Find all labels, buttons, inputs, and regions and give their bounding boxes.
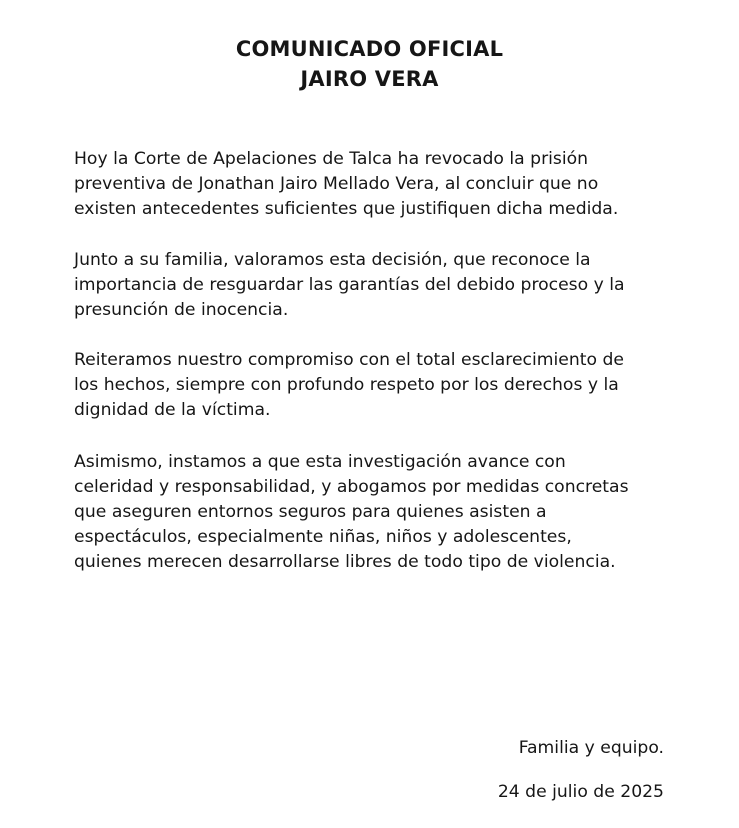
paragraph-line: Hoy la Corte de Apelaciones de Talca ha revocado la prisión [74,149,589,169]
paragraph-3 [74,348,674,423]
paragraph-line: quienes merecen desarrollarse libres de todo tipo de violencia. [74,552,616,572]
paragraph-line: los hechos, siempre con profundo respeto por los derechos y la [74,375,619,395]
document-date: 24 de julio de 2025 [497,782,664,802]
paragraph-4 [74,450,674,575]
paragraph-line: existen antecedentes suficientes que justifiquen dicha medida. [74,199,619,219]
signoff: Familia y equipo. [518,738,664,758]
paragraph-line: Reiteramos nuestro compromiso con el total esclarecimiento de [74,350,624,370]
paragraph-2 [74,248,674,323]
paragraph-1 [74,147,674,222]
paragraph-line: dignidad de la víctima. [74,400,271,420]
paragraph-line: preventiva de Jonathan Jairo Mellado Vera, al concluir que no [74,174,599,194]
document-subtitle: JAIRO VERA [300,67,439,91]
paragraph-line: que aseguren entornos seguros para quienes asisten a [74,502,547,522]
paragraph-line: Junto a su familia, valoramos esta decisión, que reconoce la [74,250,591,270]
document-title: COMUNICADO OFICIAL [235,37,504,61]
paragraph-line: Asimismo, instamos a que esta investigación avance con [74,452,566,472]
paragraph-line: importancia de resguardar las garantías del debido proceso y la [74,275,625,295]
paragraph-line: celeridad y responsabilidad, y abogamos por medidas concretas [74,477,629,497]
paragraph-line: presunción de inocencia. [74,300,289,320]
paragraph-line: espectáculos, especialmente niñas, niños y adolescentes, [74,527,572,547]
